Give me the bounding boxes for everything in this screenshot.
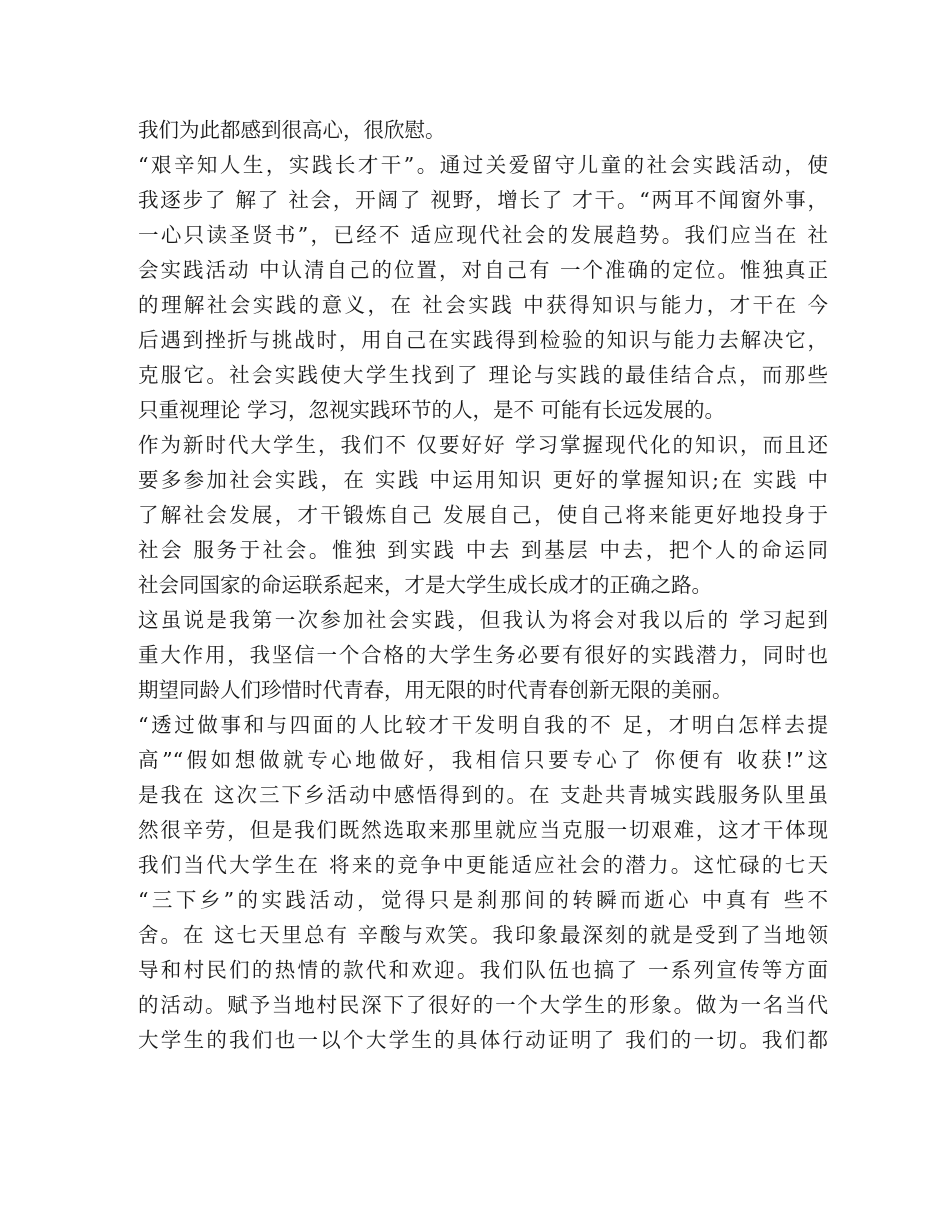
body-text: [138, 113, 828, 1058]
text-line: “三下乡”的实践活动，觉得只是刹那间的转瞬而逝心 中真有 些不: [138, 888, 828, 912]
text-line: 我们当代大学生在 将来的竞争中更能适应社会的潜力。这忙碌的七天: [138, 853, 828, 877]
text-line: 我逐步了 解了 社会，开阔了 视野，增长了 才干。“两耳不闻窗外事，: [138, 188, 828, 212]
text-line: 会实践活动 中认清自己的位置，对自己有 一个准确的定位。惟独真正: [138, 258, 828, 282]
text-line: 期望同龄人们珍惜时代青春，用无限的时代青春创新无限的美丽。: [138, 678, 733, 702]
text-line: 我们为此都感到很高心，很欣慰。: [138, 118, 446, 142]
text-line: “艰辛知人生，实践长才干”。通过关爱留守儿童的社会实践活动，使: [138, 153, 828, 177]
text-line: “透过做事和与四面的人比较才干发明自我的不 足，才明白怎样去提: [138, 713, 828, 737]
text-line: 只重视理论 学习，忽视实践环节的人，是不 可能有长远发展的。: [138, 398, 726, 422]
text-line: 一心只读圣贤书”，已经不 适应现代社会的发展趋势。我们应当在 社: [138, 223, 828, 247]
text-line: 高”“假如想做就专心地做好，我相信只要专心了 你便有 收获!”这: [138, 748, 828, 772]
text-line: 舍。在 这七天里总有 辛酸与欢笑。我印象最深刻的就是受到了当地领: [138, 923, 828, 947]
text-line: 是我在 这次三下乡活动中感悟得到的。在 支赴共青城实践服务队里虽: [138, 783, 828, 807]
text-line: 大学生的我们也一以个大学生的具体行动证明了 我们的一切。我们都: [138, 1028, 828, 1052]
text-line: 这虽说是我第一次参加社会实践，但我认为将会对我以后的 学习起到: [138, 608, 828, 632]
text-line: 重大作用，我坚信一个合格的大学生务必要有很好的实践潜力，同时也: [138, 643, 828, 667]
text-line: 要多参加社会实践，在 实践 中运用知识 更好的掌握知识;在 实践 中: [138, 468, 828, 492]
text-line: 的活动。赋予当地村民深下了很好的一个大学生的形象。做为一名当代: [138, 993, 828, 1017]
text-line: 后遇到挫折与挑战时，用自己在实践得到检验的知识与能力去解决它，: [138, 328, 828, 352]
text-line: 了解社会发展，才干锻炼自己 发展自己，使自己将来能更好地投身于: [138, 503, 828, 527]
text-line: 的理解社会实践的意义，在 社会实践 中获得知识与能力，才干在 今: [138, 293, 828, 317]
text-line: 社会 服务于社会。惟独 到实践 中去 到基层 中去，把个人的命运同: [138, 538, 828, 562]
text-line: 然很辛劳，但是我们既然选取来那里就应当克服一切艰难，这才干体现: [138, 818, 828, 842]
text-line: 克服它。社会实践使大学生找到了 理论与实践的最佳结合点，而那些: [138, 363, 828, 387]
text-line: 作为新时代大学生，我们不 仅要好好 学习掌握现代化的知识，而且还: [138, 433, 828, 457]
text-line: 社会同国家的命运联系起来，才是大学生成长成才的正确之路。: [138, 573, 712, 597]
text-line: 导和村民们的热情的款代和欢迎。我们队伍也搞了 一系列宣传等方面: [138, 958, 828, 982]
